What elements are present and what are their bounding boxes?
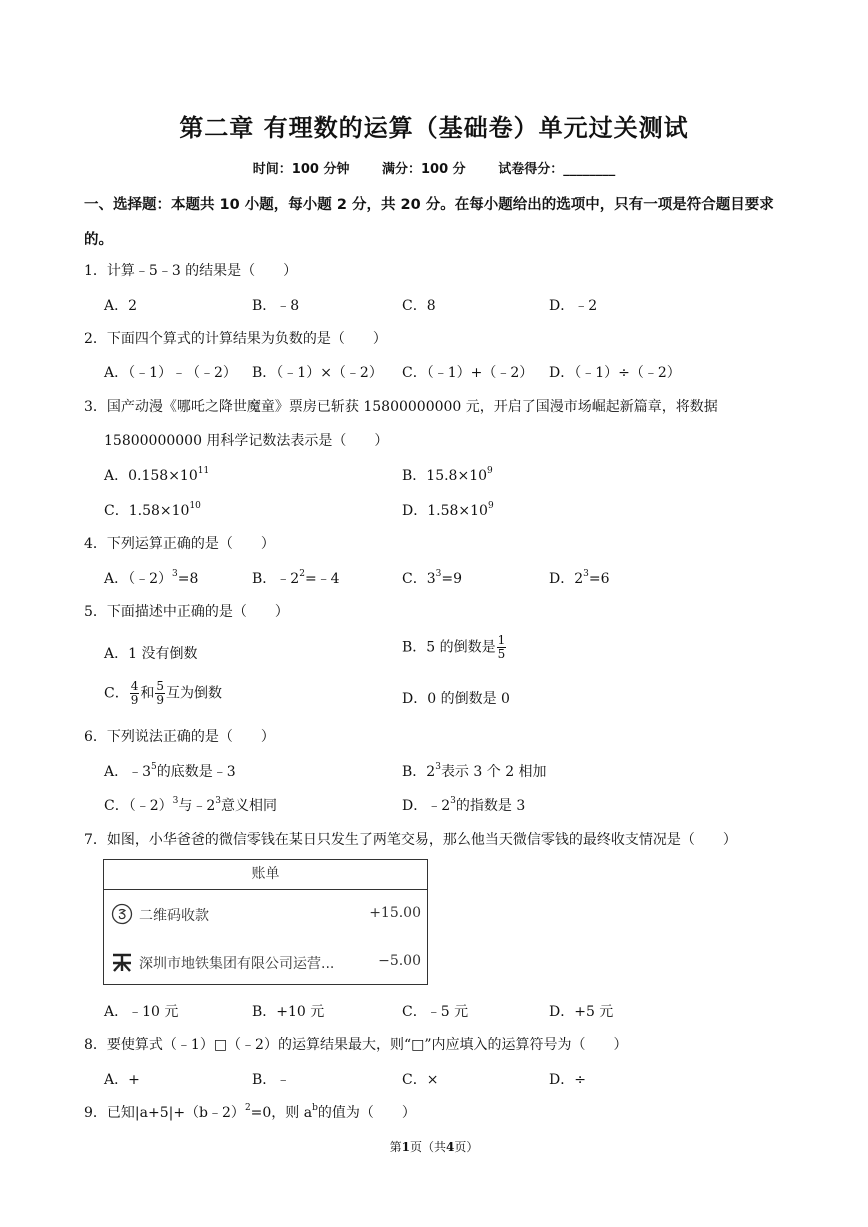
q4-option-c: C．$3^3=9$ xyxy=(402,569,462,587)
q2-option-b: B．（﹣1）×（﹣2） xyxy=(252,365,383,381)
q1-option-a: A．2 xyxy=(104,298,138,314)
q4-option-b: B．$﹣2^2=﹣4$ xyxy=(252,569,340,587)
question-6-stem: 6．下列说法正确的是（ ） xyxy=(84,729,275,745)
q6-option-a: A．$﹣3^5$的底数是﹣3 xyxy=(104,762,236,780)
qr-payment-icon xyxy=(111,903,133,925)
metro-logo-icon xyxy=(111,951,133,973)
bill-figure xyxy=(103,859,428,985)
page-title: 第二章 有理数的运算（基础卷）单元过关测试 xyxy=(179,114,689,142)
question-4-stem: 4．下列运算正确的是（ ） xyxy=(84,536,275,552)
q4-option-a: A．（﹣2）$^3$=8 xyxy=(104,569,199,587)
question-7-stem: 7．如图，小华爸爸的微信零钱在某日只发生了两笔交易，那么他当天微信零钱的最终收支情况是（ ） xyxy=(84,832,737,848)
q5-option-c: C． $\frac{4}{9}$ 和 $\frac{5}{9}$ 互为倒数 xyxy=(104,679,222,707)
page-footer: 第1页（共4页） xyxy=(389,1140,479,1154)
question-3-stem-line1: 3．国产动漫《哪吒之降世魔童》票房已斩获 15800000000 元，开启了国漫市场崛起新篇章，将数据 xyxy=(84,399,718,415)
q1-option-c: C．8 xyxy=(402,298,436,314)
q8-option-b: B．﹣ xyxy=(252,1072,291,1088)
bill-row-label: 深圳市地铁集团有限公司运营... xyxy=(139,956,335,972)
q6-option-d: D．$﹣2^3$的指数是 3 xyxy=(402,796,526,814)
exam-score-field: 试卷得分：________ xyxy=(498,162,616,177)
q2-option-a: A．（﹣1）﹣（﹣2） xyxy=(104,365,237,381)
q1-option-b: B．﹣8 xyxy=(252,298,300,314)
question-3-stem-line2: 15800000000 用科学记数法表示是（ ） xyxy=(104,433,389,449)
bill-row-label: 二维码收款 xyxy=(139,908,209,924)
exam-meta xyxy=(0,158,868,177)
q3-option-c: C．$1.58\times 10^{10}$ xyxy=(104,501,201,519)
q2-option-c: C．（﹣1）+（﹣2） xyxy=(402,365,534,381)
exam-full-score: 满分：100 分 xyxy=(381,162,466,177)
question-8-stem: 8．要使算式（﹣1）□（﹣2）的运算结果最大，则“□”内应填入的运算符号为（ ） xyxy=(84,1037,628,1053)
q3-option-b: B．$15.8\times 10^9$ xyxy=(402,466,493,484)
q8-option-d: D．÷ xyxy=(549,1072,586,1088)
q7-option-c: C．﹣5 元 xyxy=(402,1004,469,1020)
q4-option-d: D．$2^3=6$ xyxy=(549,569,610,587)
section-heading: 一、选择题：本题共 10 小题，每小题 2 分，共 20 分。在每小题给出的选项中，只有一项是符合题目要求的。 xyxy=(84,197,774,248)
bill-row-amount: −5.00 xyxy=(378,953,421,969)
bill-row-metro-expense xyxy=(104,948,427,978)
q2-option-d: D．（﹣1）÷（﹣2） xyxy=(549,365,681,381)
exam-time: 时间：100 分钟 xyxy=(252,162,350,177)
q5-option-b: B．5 的倒数是 $\frac{1}{5}$ xyxy=(402,633,506,661)
q3-option-d: D．$1.58\times 10^9$ xyxy=(402,501,494,519)
q7-option-a: A．﹣10 元 xyxy=(104,1004,179,1020)
q5-option-a: A．1 没有倒数 xyxy=(104,646,198,662)
q1-option-d: D．﹣2 xyxy=(549,298,598,314)
bill-title: 账单 xyxy=(104,860,427,890)
q6-option-b: B．$2^3$表示 3 个 2 相加 xyxy=(402,762,547,780)
bill-row-amount: +15.00 xyxy=(369,905,421,921)
q7-option-b: B．+10 元 xyxy=(252,1004,325,1020)
q7-option-d: D．+5 元 xyxy=(549,1004,614,1020)
q3-option-a: A．$0.158\times 10^{11}$ xyxy=(104,466,210,484)
q5-option-d: D．0 的倒数是 0 xyxy=(402,691,510,707)
q6-option-c: C．（﹣2）$^3$与$﹣2^3$意义相同 xyxy=(104,796,278,814)
bill-row-qr-income xyxy=(104,900,427,930)
question-2-stem: 2．下面四个算式的计算结果为负数的是（ ） xyxy=(84,331,387,347)
q8-option-c: C．× xyxy=(402,1072,439,1088)
q8-option-a: A．+ xyxy=(104,1072,140,1088)
question-9-stem: 9．已知|a+5|+（b﹣2）$^2$=0，则 $a^b$的值为（ ） xyxy=(84,1103,416,1121)
question-1-stem: 1．计算﹣5﹣3 的结果是（ ） xyxy=(84,263,298,279)
question-5-stem: 5．下面描述中正确的是（ ） xyxy=(84,604,289,620)
